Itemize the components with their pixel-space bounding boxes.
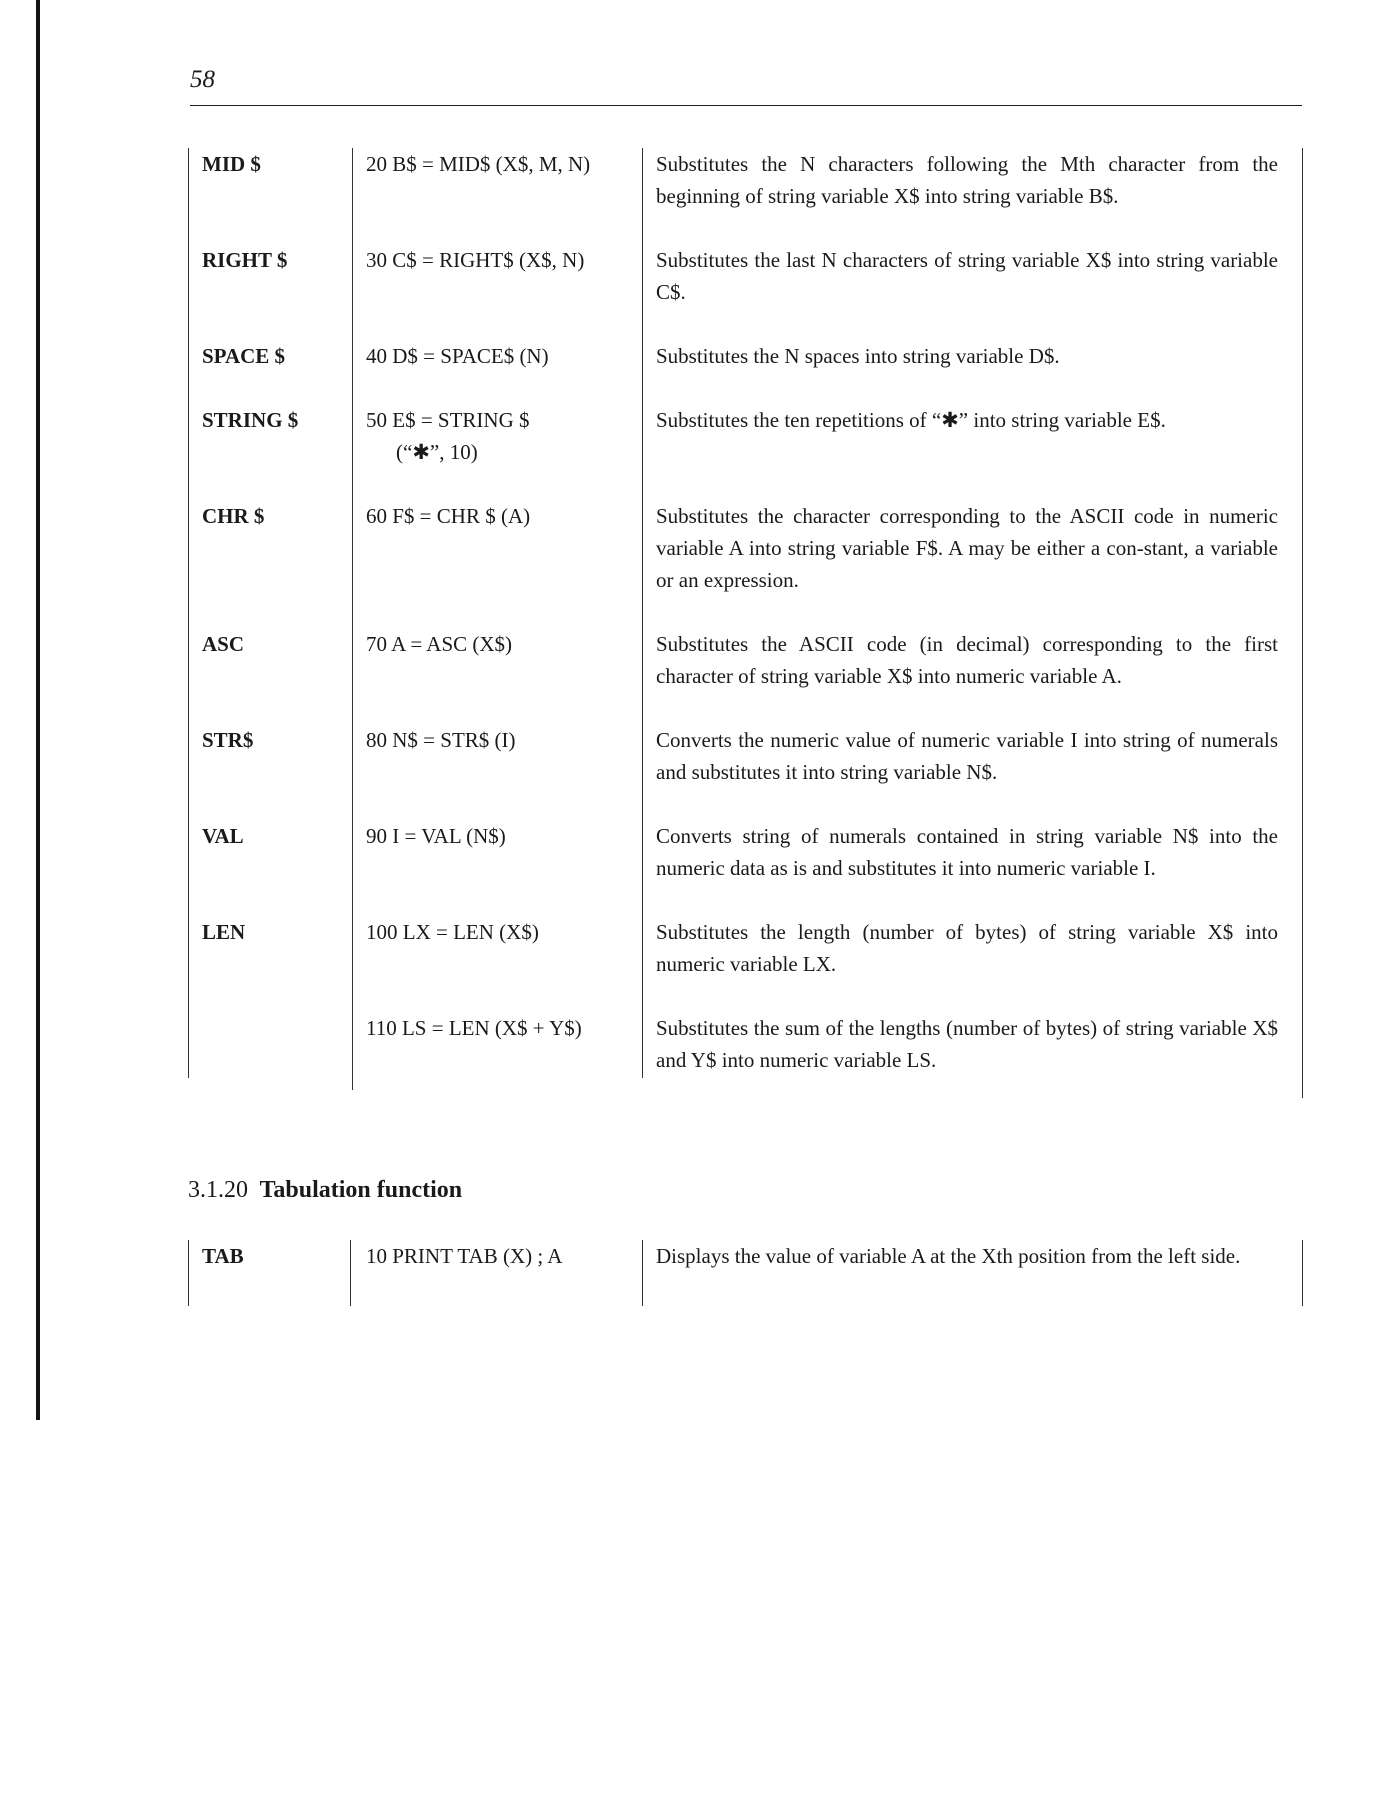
function-name: LEN	[202, 920, 246, 944]
example-line: 110 LS = LEN (X$ + Y$)	[366, 1016, 582, 1040]
section-number: 3.1.20	[188, 1177, 248, 1203]
example-line: 100 LX = LEN (X$)	[366, 920, 539, 944]
function-description: Converts string of numerals contained in string variable N$ into the numeric data as is and substitutes it into numeric variable I.	[656, 824, 1278, 880]
example-statement	[366, 148, 590, 180]
function-name: STRING $	[202, 408, 299, 432]
example-line: 50 E$ = STRING $	[366, 408, 530, 432]
function-description: Substitutes the N characters following the Mth character from the beginning of string variable X$ into string variable B$.	[656, 152, 1278, 208]
table-row	[188, 340, 1304, 404]
function-description: Substitutes the length (number of bytes) of string variable X$ into numeric variable LX.	[656, 920, 1278, 976]
page-number: 58	[190, 66, 215, 93]
function-description: Displays the value of variable A at the Xth position from the left side.	[656, 1244, 1241, 1268]
table-row	[188, 500, 1304, 628]
example-line: 40 D$ = SPACE$ (N)	[366, 344, 549, 368]
example-statement	[366, 500, 530, 532]
example-statement	[366, 1240, 562, 1272]
function-name: MID $	[202, 152, 261, 176]
function-name: STR$	[202, 728, 254, 752]
function-description: Substitutes the N spaces into string variable D$.	[656, 344, 1060, 368]
function-description: Substitutes the last N characters of string variable X$ into string variable C$.	[656, 248, 1278, 304]
example-line: 90 I = VAL (N$)	[366, 824, 506, 848]
table-row	[188, 1012, 1304, 1076]
section-title: Tabulation function	[259, 1177, 463, 1203]
function-name: TAB	[202, 1244, 244, 1268]
function-description: Substitutes the ASCII code (in decimal) corresponding to the first character of string variable X$ into numeric variable A.	[656, 632, 1278, 688]
table-row	[188, 148, 1304, 244]
function-description: Substitutes the ten repetitions of “✱” into string variable E$.	[656, 408, 1166, 432]
function-name: RIGHT $	[202, 248, 288, 272]
page-edge-line	[36, 0, 40, 1420]
header-rule	[190, 105, 1302, 106]
function-name: VAL	[202, 824, 244, 848]
table-row	[188, 820, 1304, 916]
example-line: 30 C$ = RIGHT$ (X$, N)	[366, 248, 585, 272]
table-row	[188, 724, 1304, 820]
example-continuation: (“✱”, 10)	[396, 440, 478, 464]
table-row	[188, 628, 1304, 724]
example-statement	[366, 724, 516, 756]
function-description: Converts the numeric value of numeric variable I into string of numerals and substitutes it into string variable N$.	[656, 728, 1278, 784]
example-line: 20 B$ = MID$ (X$, M, N)	[366, 152, 591, 176]
example-statement	[366, 1012, 582, 1044]
example-line: 60 F$ = CHR $ (A)	[366, 504, 531, 528]
function-name: ASC	[202, 632, 245, 656]
example-line: 10 PRINT TAB (X) ; A	[366, 1244, 563, 1268]
function-description: Substitutes the character corresponding to the ASCII code in numeric variable A into string variable F$. A may be either a con-stant, a variable or an expression.	[656, 504, 1278, 592]
example-statement	[366, 244, 584, 276]
section-heading	[188, 1177, 462, 1204]
table-row	[188, 244, 1304, 340]
function-description: Substitutes the sum of the lengths (number of bytes) of string variable X$ and Y$ into numeric variable LS.	[656, 1016, 1278, 1072]
table-row	[188, 404, 1304, 500]
example-statement	[366, 340, 549, 372]
table-row	[188, 916, 1304, 1012]
example-statement	[366, 404, 530, 468]
function-name: CHR $	[202, 504, 265, 528]
example-line: 70 A = ASC (X$)	[366, 632, 513, 656]
example-statement	[366, 820, 506, 852]
example-line: 80 N$ = STR$ (I)	[366, 728, 516, 752]
example-statement	[366, 916, 539, 948]
table-row	[188, 1240, 1304, 1306]
function-name: SPACE $	[202, 344, 286, 368]
example-statement	[366, 628, 512, 660]
